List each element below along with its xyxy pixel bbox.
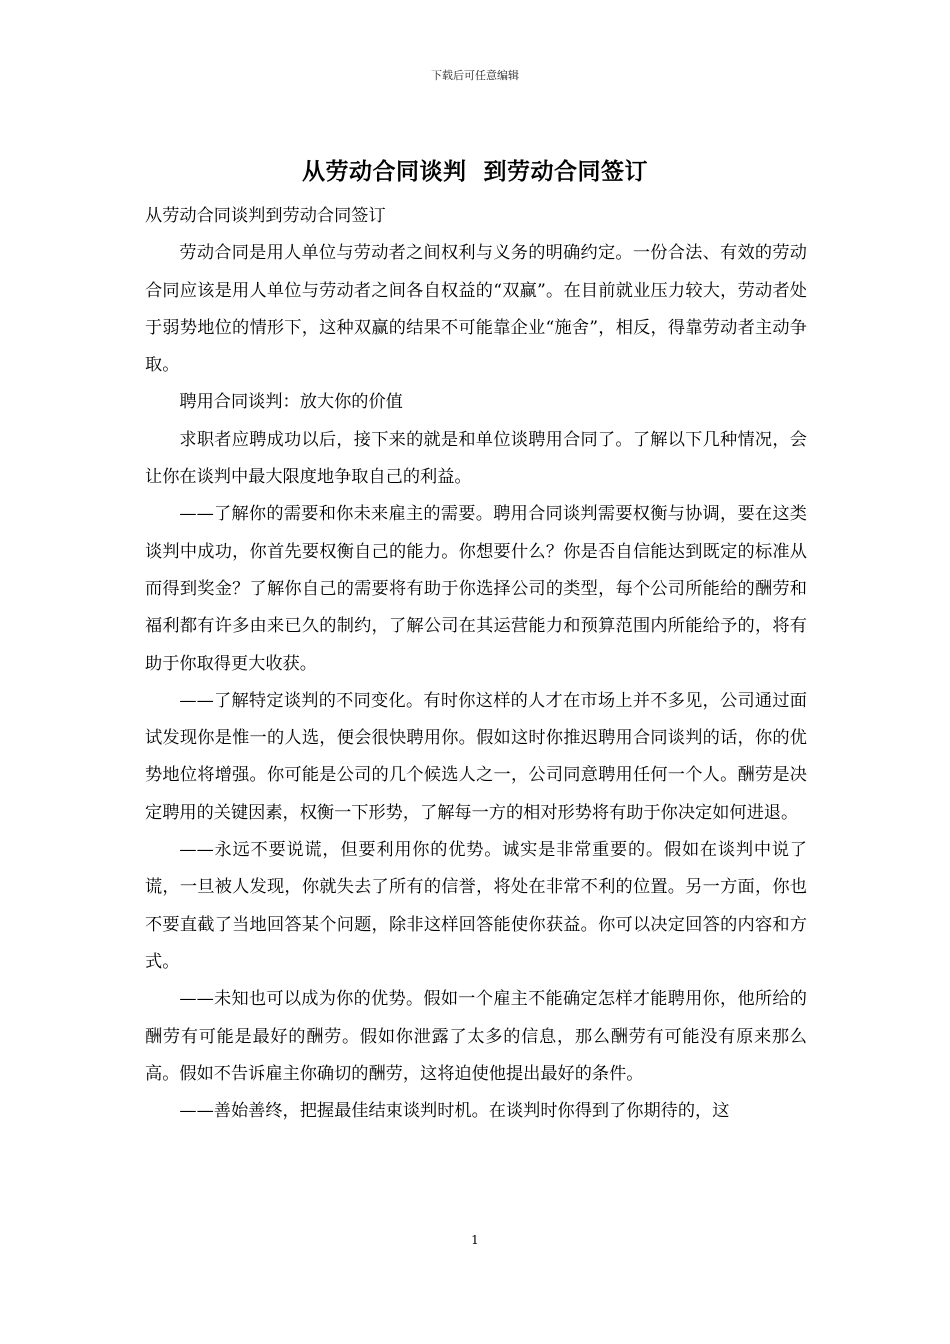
page-number: 1	[471, 1233, 479, 1247]
paragraph: ——永远不要说谎，但要利用你的优势。诚实是非常重要的。假如在谈判中说了谎，一旦被人发现，你就失去了所有的信誉，将处在非常不利的位置。另一方面，你也不要直截了当地回答某个问题，除非这样回答能使你获益。你可以决定回答的内容和方式。	[145, 840, 807, 972]
paragraph: ——了解你的需要和你未来雇主的需要。聘用合同谈判需要权衡与协调，要在这类谈判中成功，你首先要权衡自己的能力。你想要什么？你是否自信能达到既定的标准从而得到奖金？了解你自己的需要将有助于你选择公司的类型，每个公司所能给的酬劳和福利都有许多由来已久的制约，了解公司在其运营能力和预算范围内所能给予的，将有助于你取得更大收获。	[145, 504, 807, 674]
header-note: 下载后可任意编辑	[431, 69, 519, 82]
paragraph: ——善始善终，把握最佳结束谈判时机。在谈判时你得到了你期待的，这	[179, 1101, 730, 1122]
paragraph: ——了解特定谈判的不同变化。有时你这样的人才在市场上并不多见，公司通过面试发现你是惟一的人选，便会很快聘用你。假如这时你推迟聘用合同谈判的话，你的优势地位将增强。你可能是公司的几个候选人之一，公司同意聘用任何一个人。酬劳是决定聘用的关键因素，权衡一下形势，了解每一方的相对形势将有助于你决定如何进退。	[145, 690, 807, 823]
section-heading: 聘用合同谈判：放大你的价值	[179, 392, 403, 413]
document-subtitle: 从劳动合同谈判到劳动合同签订	[145, 206, 386, 226]
document-body	[145, 198, 807, 1130]
paragraph: 求职者应聘成功以后，接下来的就是和单位谈聘用合同了。了解以下几种情况，会让你在谈判中最大限度地争取自己的利益。	[145, 429, 807, 488]
document-title: 从劳动合同谈判 到劳动合同签订	[301, 158, 648, 185]
paragraph: ——未知也可以成为你的优势。假如一个雇主不能确定怎样才能聘用你，他所给的酬劳有可能是最好的酬劳。假如你泄露了太多的信息，那么酬劳有可能没有原来那么高。假如不告诉雇主你确切的酬劳，这将迫使他提出最好的条件。	[145, 989, 807, 1084]
paragraph-intro: 劳动合同是用人单位与劳动者之间权利与义务的明确约定。一份合法、有效的劳动合同应该是用人单位与劳动者之间各自权益的“双赢”。在目前就业压力较大，劳动者处于弱势地位的情形下，这种双赢的结果不可能靠企业“施舍”，相反，得靠劳动者主动争取。	[145, 243, 807, 376]
